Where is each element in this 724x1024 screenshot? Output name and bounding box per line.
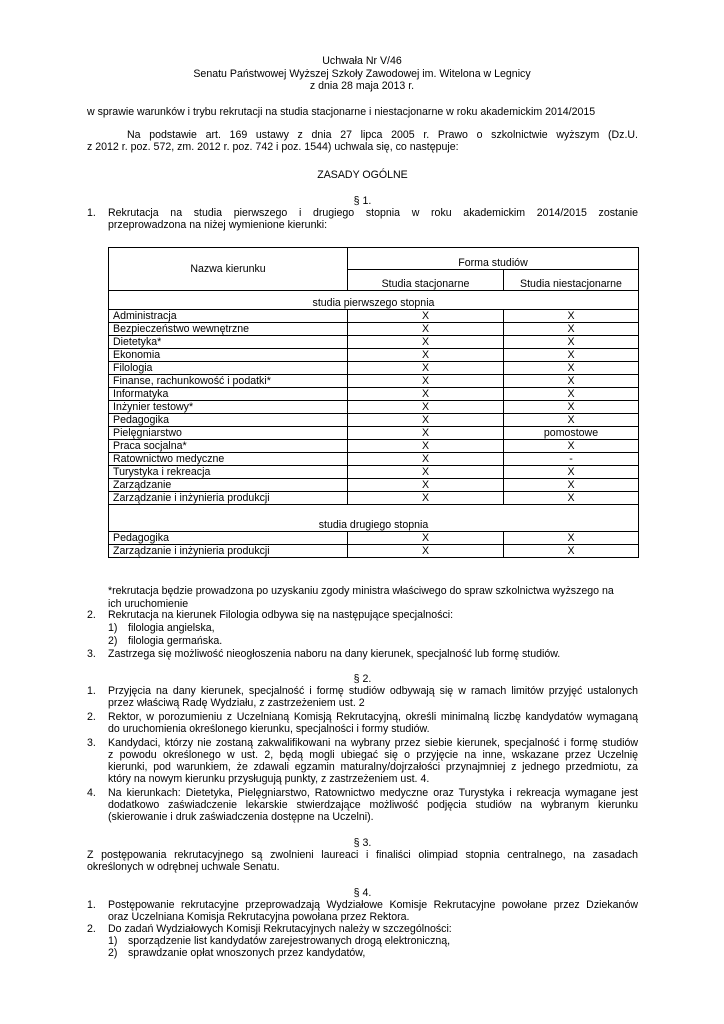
paragraph-3-title: § 3. xyxy=(353,837,372,849)
part-time-cell: X xyxy=(504,492,639,505)
full-time-cell: X xyxy=(348,414,504,427)
part-time-cell: X xyxy=(504,323,639,336)
part-time-cell: X xyxy=(504,466,639,479)
resolution-subject: w sprawie warunków i trybu rekrutacji na studia stacjonarne i niestacjonarne w roku akademickim 2014/2015 xyxy=(87,106,596,118)
program-name-cell: Zarządzanie i inżynieria produkcji xyxy=(109,492,348,505)
table-row xyxy=(109,375,639,388)
full-time-cell: X xyxy=(348,427,504,440)
part-time-cell: X xyxy=(504,532,639,545)
specialization-german: filologia germańska. xyxy=(128,635,223,647)
item-number: 2. xyxy=(87,923,96,935)
program-name-cell: Informatyka xyxy=(109,388,348,401)
col-form-header: Forma studiów xyxy=(348,248,639,270)
task-list-preparation: sporządzenie list kandydatów zarejestrowanych drogą elektroniczną, xyxy=(128,935,451,947)
sub-number: 2) xyxy=(108,635,118,647)
p2-item3-line2: z powodu określonego w ust. 2, będą mogli ubiegać się o przyjęcie na inne, wskazane przez Uczelnię xyxy=(108,749,638,761)
program-name-cell: Praca socjalna* xyxy=(109,440,348,453)
full-time-cell: X xyxy=(348,362,504,375)
first-cycle-rows xyxy=(109,310,639,505)
p2-item3-line3: kierunki, pod warunkiem, że zdawali egzamin maturalny/dojrzałości przynajmniej z jednego przedmiotu, za xyxy=(108,761,638,773)
program-name-cell: Inżynier testowy* xyxy=(109,401,348,414)
sub-number: 2) xyxy=(108,947,118,959)
table-row xyxy=(109,479,639,492)
program-name-cell: Pielęgniarstwo xyxy=(109,427,348,440)
part-time-cell: X xyxy=(504,414,639,427)
part-time-cell: pomostowe xyxy=(504,427,639,440)
p2-item4-line2: dodatkowo zaświadczenie lekarskie stwierdzające możliwość podjęcia studiów na wybranym kierunku xyxy=(108,799,638,811)
table-row xyxy=(109,545,639,558)
program-name-cell: Ratownictwo medyczne xyxy=(109,453,348,466)
p2-item2-line2: do uruchomienia określonego kierunku, specjalności i formy studiów. xyxy=(108,723,430,735)
p4-item2: Do zadań Wydziałowych Komisji Rekrutacyjnych należy w szczególności: xyxy=(108,923,452,935)
program-name-cell: Zarządzanie xyxy=(109,479,348,492)
col-full-time-header: Studia stacjonarne xyxy=(348,269,504,291)
full-time-cell: X xyxy=(348,323,504,336)
program-name-cell: Zarządzanie i inżynieria produkcji xyxy=(109,545,348,558)
part-time-cell: - xyxy=(504,453,639,466)
table-row xyxy=(109,336,639,349)
paragraph-4-title: § 4. xyxy=(353,887,372,899)
p4-item1-line2: oraz Uczelniana Komisja Rekrutacyjna powołana przez Rektora. xyxy=(108,911,410,923)
full-time-cell: X xyxy=(348,336,504,349)
program-name-cell: Ekonomia xyxy=(109,349,348,362)
part-time-cell: X xyxy=(504,349,639,362)
table-row xyxy=(109,388,639,401)
part-time-cell: X xyxy=(504,479,639,492)
item-number: 1. xyxy=(87,685,96,697)
table-row xyxy=(109,492,639,505)
section-title: ZASADY OGÓLNE xyxy=(317,169,408,181)
footnote xyxy=(108,585,638,610)
resolution-number: Uchwała Nr V/46 xyxy=(322,55,402,67)
p2-item1-line2: przez właściwą Radę Wydziału, z zastrzeżeniem ust. 2 xyxy=(108,697,365,709)
section-first-cycle: studia pierwszego stopnia xyxy=(109,291,639,310)
senate-name: Senatu Państwowej Wyższej Szkoły Zawodowej im. Witelona w Legnicy xyxy=(193,67,531,80)
p2-item2-line1: Rektor, w porozumieniu z Uczelnianą Komisją Rekrutacyjną, określi minimalną liczbę kandydatów wymaganą xyxy=(108,711,638,723)
p3-line1: Z postępowania rekrutacyjnego są zwolnieni laureaci i finaliści olimpiad stopnia centralnego, na zasadach xyxy=(87,849,638,861)
p3-line2: określonych w odrębnej uchwale Senatu. xyxy=(87,861,280,873)
full-time-cell: X xyxy=(348,310,504,323)
table-row xyxy=(109,310,639,323)
paragraph-1-title: § 1. xyxy=(353,195,372,207)
footnote-line2: ich uruchomienie xyxy=(108,597,189,610)
program-name-cell: Finanse, rachunkowość i podatki* xyxy=(109,375,348,388)
part-time-cell: X xyxy=(504,388,639,401)
legal-basis-line2: z 2012 r. poz. 572, zm. 2012 r. poz. 742 i poz. 1544) uchwala się, co następuje: xyxy=(87,141,459,153)
table-row xyxy=(109,401,639,414)
item-number: 2. xyxy=(87,609,96,621)
p2-item3-line1: Kandydaci, którzy nie zostaną zakwalifikowani na wybrany przez siebie kierunek, specjalność i formę studiów xyxy=(108,737,638,749)
table-row xyxy=(109,323,639,336)
program-name-cell: Filologia xyxy=(109,362,348,375)
task-fee-verification: sprawdzanie opłat wnoszonych przez kandydatów, xyxy=(128,947,366,959)
table-row xyxy=(109,466,639,479)
item-number: 3. xyxy=(87,737,96,749)
table-row xyxy=(109,440,639,453)
part-time-cell: X xyxy=(504,545,639,558)
col-name-header: Nazwa kierunku xyxy=(109,248,348,291)
table-row xyxy=(109,532,639,545)
p1-item3: Zastrzega się możliwość nieogłoszenia naboru na dany kierunek, specjalność lub formę studiów. xyxy=(108,648,561,660)
full-time-cell: X xyxy=(348,532,504,545)
full-time-cell: X xyxy=(348,388,504,401)
table-row xyxy=(109,414,639,427)
second-cycle-rows xyxy=(109,532,639,558)
item-number: 2. xyxy=(87,711,96,723)
resolution-date: z dnia 28 maja 2013 r. xyxy=(309,80,415,93)
legal-basis-line1: Na podstawie art. 169 ustawy z dnia 27 lipca 2005 r. Prawo o szkolnictwie wyższym (Dz.U. xyxy=(127,129,638,141)
full-time-cell: X xyxy=(348,492,504,505)
p4-item1-line1: Postępowanie rekrutacyjne przeprowadzają Wydziałowe Komisje Rekrutacyjne powołane przez Dziekanów xyxy=(108,899,638,911)
p2-item1-line1: Przyjęcia na dany kierunek, specjalność i formę studiów odbywają się w ramach limitów przyjęć ustalonych xyxy=(108,685,638,697)
section-second-cycle: studia drugiego stopnia xyxy=(109,505,639,532)
program-name-cell: Administracja xyxy=(109,310,348,323)
full-time-cell: X xyxy=(348,479,504,492)
full-time-cell: X xyxy=(348,466,504,479)
full-time-cell: X xyxy=(348,453,504,466)
item-number: 1. xyxy=(87,899,96,911)
sub-number: 1) xyxy=(108,622,118,634)
item-number: 4. xyxy=(87,787,96,799)
part-time-cell: X xyxy=(504,336,639,349)
col-part-time-header: Studia niestacjonarne xyxy=(504,269,639,291)
p2-item3-line4: który na nowym kierunku przysługują punkty, z zastrzeżeniem ust. 4. xyxy=(108,773,430,785)
part-time-cell: X xyxy=(504,401,639,414)
item-number: 1. xyxy=(87,207,96,219)
full-time-cell: X xyxy=(348,440,504,453)
programs-table xyxy=(108,247,639,558)
specialization-english: filologia angielska, xyxy=(128,622,215,634)
p1-item1-line1: Rekrutacja na studia pierwszego i drugiego stopnia w roku akademickim 2014/2015 zostanie xyxy=(108,207,638,219)
part-time-cell: X xyxy=(504,310,639,323)
footnote-line1: *rekrutacja będzie prowadzona po uzyskaniu zgody ministra właściwego do spraw szkolnictwa wyższego na xyxy=(108,585,614,597)
full-time-cell: X xyxy=(348,401,504,414)
part-time-cell: X xyxy=(504,362,639,375)
table-row xyxy=(109,453,639,466)
part-time-cell: X xyxy=(504,440,639,453)
table-row xyxy=(109,349,639,362)
program-name-cell: Turystyka i rekreacja xyxy=(109,466,348,479)
part-time-cell: X xyxy=(504,375,639,388)
sub-number: 1) xyxy=(108,935,118,947)
item-number: 3. xyxy=(87,648,96,660)
resolution-header xyxy=(87,55,637,93)
full-time-cell: X xyxy=(348,375,504,388)
p1-item2: Rekrutacja na kierunek Filologia odbywa się na następujące specjalności: xyxy=(108,609,454,621)
table-row xyxy=(109,362,639,375)
table-row xyxy=(109,427,639,440)
p2-item4-line3: (skierowanie i druk zaświadczenia dostępne na Uczelni). xyxy=(108,811,374,823)
program-name-cell: Pedagogika xyxy=(109,532,348,545)
p2-item4-line1: Na kierunkach: Dietetyka, Pielęgniarstwo, Ratownictwo medyczne oraz Turystyka i rekreacja wymagane jest xyxy=(108,787,638,799)
program-name-cell: Bezpieczeństwo wewnętrzne xyxy=(109,323,348,336)
p1-item1-line2: przeprowadzona na niżej wymienione kierunki: xyxy=(108,219,328,231)
paragraph-2-title: § 2. xyxy=(353,673,372,685)
full-time-cell: X xyxy=(348,349,504,362)
full-time-cell: X xyxy=(348,545,504,558)
program-name-cell: Dietetyka* xyxy=(109,336,348,349)
program-name-cell: Pedagogika xyxy=(109,414,348,427)
